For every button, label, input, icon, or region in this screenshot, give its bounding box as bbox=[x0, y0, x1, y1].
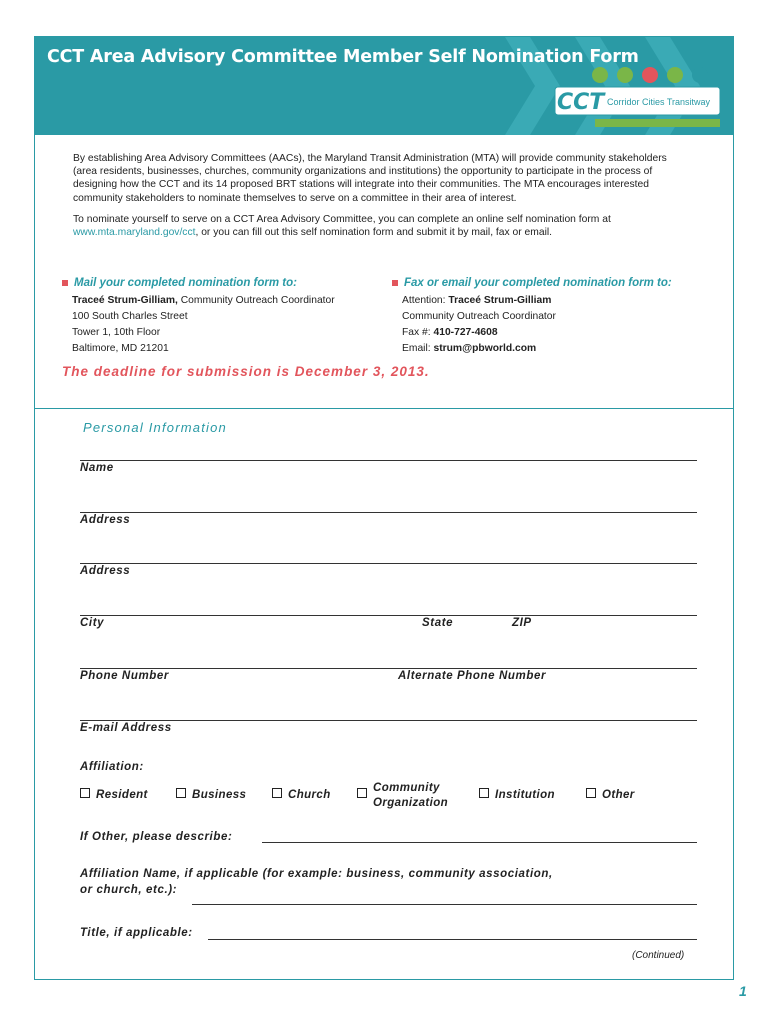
contact-role: Community Outreach Coordinator bbox=[177, 295, 335, 306]
checkbox-icon[interactable] bbox=[479, 788, 489, 798]
mail-heading bbox=[62, 275, 335, 291]
address-line: Baltimore, MD 21201 bbox=[72, 343, 169, 354]
institution-checkbox[interactable] bbox=[479, 788, 555, 801]
business-checkbox[interactable] bbox=[176, 788, 246, 801]
checkbox-label: Other bbox=[602, 789, 635, 801]
affiliation-name-label: Affiliation Name, if applicable (for example: business, community association, bbox=[80, 868, 553, 880]
mail-heading-text: Mail your completed nomination form to: bbox=[74, 277, 297, 289]
email-address[interactable]: strum@pbworld.com bbox=[433, 343, 537, 354]
address-label: Address bbox=[80, 514, 131, 526]
address-label-2: Address bbox=[80, 565, 131, 577]
church-checkbox[interactable] bbox=[272, 788, 331, 801]
alt-phone-label: Alternate Phone Number bbox=[398, 670, 547, 682]
community-organization-label bbox=[373, 781, 448, 811]
contact-role: Community Outreach Coordinator bbox=[402, 311, 556, 322]
affiliation-name-field[interactable] bbox=[192, 904, 697, 905]
form-header bbox=[35, 37, 733, 135]
deadline-notice: The deadline for submission is December 3, 2013. bbox=[62, 364, 430, 379]
checkbox-icon[interactable] bbox=[272, 788, 282, 798]
title-label: Title, if applicable: bbox=[80, 927, 193, 939]
email-field-label: E-mail Address bbox=[80, 722, 172, 734]
mta-link[interactable]: www.mta.maryland.gov/cct bbox=[73, 227, 196, 239]
address-field[interactable] bbox=[80, 512, 697, 513]
logo-text: Corridor Cities Transitway bbox=[607, 97, 711, 107]
fax-heading bbox=[392, 275, 672, 291]
name-field[interactable] bbox=[80, 460, 697, 461]
other-checkbox[interactable] bbox=[586, 788, 635, 801]
section-title: Personal Information bbox=[83, 420, 227, 435]
checkbox-label: Resident bbox=[96, 789, 148, 801]
title-field[interactable] bbox=[208, 939, 697, 940]
zip-label: ZIP bbox=[512, 617, 532, 629]
checkbox-label: Community bbox=[373, 782, 440, 794]
bullet-icon bbox=[62, 280, 68, 286]
section-divider bbox=[35, 408, 733, 409]
intro-paragraph: By establishing Area Advisory Committees (AACs), the Maryland Transit Administration (MTA) will provide community stakeholders (area residents, businesses, churches, community organizations and institutions) the opportunity to participate in the process of designing how the CCT and its 14 proposed BRT stations will integrate into their communities. The MTA encourages interested community stakeholders to nominate themselves to serve on a committee in their area of interest. bbox=[73, 153, 667, 204]
form-title: CCT Area Advisory Committee Member Self Nomination Form bbox=[47, 47, 639, 67]
email-label: Email: bbox=[402, 343, 434, 354]
mail-section bbox=[62, 275, 335, 357]
checkbox-label: Business bbox=[192, 789, 247, 801]
logo-mark: CCT bbox=[557, 90, 605, 115]
attention-name: Traceé Strum-Gilliam bbox=[448, 295, 552, 306]
city-state-zip-field[interactable] bbox=[80, 615, 697, 616]
cct-logo bbox=[545, 59, 725, 135]
page-number: 1 bbox=[739, 983, 747, 999]
phone-label: Phone Number bbox=[80, 670, 169, 682]
name-label: Name bbox=[80, 462, 114, 474]
fax-heading-text: Fax or email your completed nomination form to: bbox=[404, 277, 672, 289]
intro-text-b: , or you can fill out this self nomination form and submit it by mail, fax or email. bbox=[195, 227, 553, 239]
community-organization-checkbox[interactable] bbox=[357, 788, 373, 801]
fax-label: Fax #: bbox=[402, 327, 434, 338]
affiliation-label: Affiliation: bbox=[80, 761, 144, 773]
address-line: 100 South Charles Street bbox=[72, 311, 188, 322]
checkbox-icon[interactable] bbox=[176, 788, 186, 798]
intro-text-a: To nominate yourself to serve on a CCT Area Advisory Committee, you can complete an online self nomination form at bbox=[73, 213, 611, 225]
fax-section bbox=[392, 275, 672, 357]
contact-name: Traceé Strum-Gilliam, bbox=[72, 295, 178, 306]
phone-field[interactable] bbox=[80, 668, 697, 669]
checkbox-icon[interactable] bbox=[80, 788, 90, 798]
intro-text bbox=[73, 152, 693, 247]
resident-checkbox[interactable] bbox=[80, 788, 148, 801]
checkbox-label: Institution bbox=[495, 789, 555, 801]
attention-label: Attention: bbox=[402, 295, 449, 306]
other-describe-label: If Other, please describe: bbox=[80, 831, 233, 843]
other-describe-field[interactable] bbox=[262, 842, 697, 843]
checkbox-icon[interactable] bbox=[586, 788, 596, 798]
fax-number: 410-727-4608 bbox=[433, 327, 498, 338]
continued-note: (Continued) bbox=[632, 950, 685, 961]
email-field[interactable] bbox=[80, 720, 697, 721]
checkbox-label: Organization bbox=[373, 797, 449, 809]
checkbox-icon[interactable] bbox=[357, 788, 367, 798]
state-label: State bbox=[422, 617, 454, 629]
address-line: Tower 1, 10th Floor bbox=[72, 327, 161, 338]
affiliation-name-label-2: or church, etc.): bbox=[80, 884, 178, 896]
address-field-2[interactable] bbox=[80, 563, 697, 564]
city-label: City bbox=[80, 617, 105, 629]
intro-paragraph-2 bbox=[73, 213, 693, 239]
bullet-icon bbox=[392, 280, 398, 286]
checkbox-label: Church bbox=[288, 789, 331, 801]
